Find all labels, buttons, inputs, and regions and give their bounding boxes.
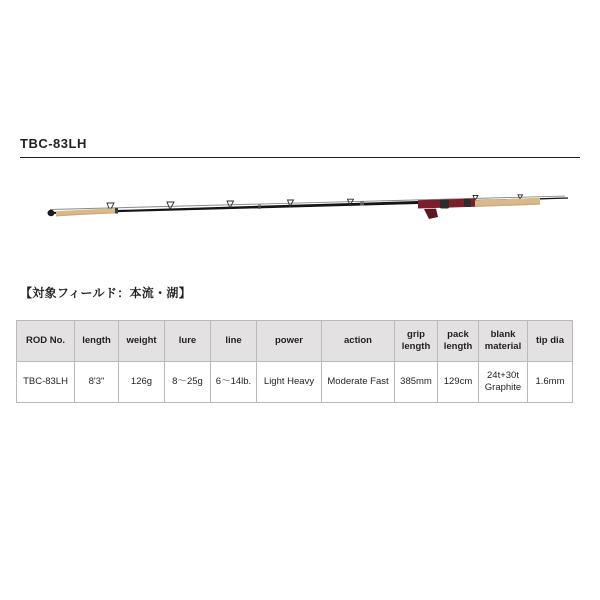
page-title: TBC-83LH	[20, 136, 87, 151]
cell-weight: 126g	[119, 362, 165, 403]
title-divider	[20, 157, 580, 158]
cell-length: 8'3"	[75, 362, 119, 403]
column-header-rod-no: ROD No.	[17, 321, 75, 362]
target-field-note: 【対象フィールド：本流・湖】	[20, 286, 192, 300]
cell-action: Moderate Fast	[322, 362, 395, 403]
cell-grip-length: 385mm	[395, 362, 438, 403]
column-header-length: length	[75, 321, 119, 362]
column-header-action: action	[322, 321, 395, 362]
column-header-line: line	[211, 321, 257, 362]
cell-power: Light Heavy	[257, 362, 322, 403]
spec-table-container	[16, 320, 565, 403]
spec-table	[16, 320, 573, 403]
column-header-blank-material: blank material	[479, 321, 528, 362]
column-header-lure: lure	[165, 321, 211, 362]
cell-lure: 8〜25g	[165, 362, 211, 403]
column-header-pack-length: pack length	[438, 321, 479, 362]
cell-line: 6〜14lb.	[211, 362, 257, 403]
cell-blank-material: 24t+30t Graphite	[479, 362, 528, 403]
cell-pack-length: 129cm	[438, 362, 479, 403]
table-header-row	[17, 321, 573, 362]
column-header-tip-dia: tip dia	[528, 321, 573, 362]
cell-rod-no: TBC-83LH	[17, 362, 75, 403]
column-header-grip-length: grip length	[395, 321, 438, 362]
rod-illustration	[20, 170, 580, 240]
table-row	[17, 362, 573, 403]
column-header-weight: weight	[119, 321, 165, 362]
cell-tip-dia: 1.6mm	[528, 362, 573, 403]
column-header-power: power	[257, 321, 322, 362]
